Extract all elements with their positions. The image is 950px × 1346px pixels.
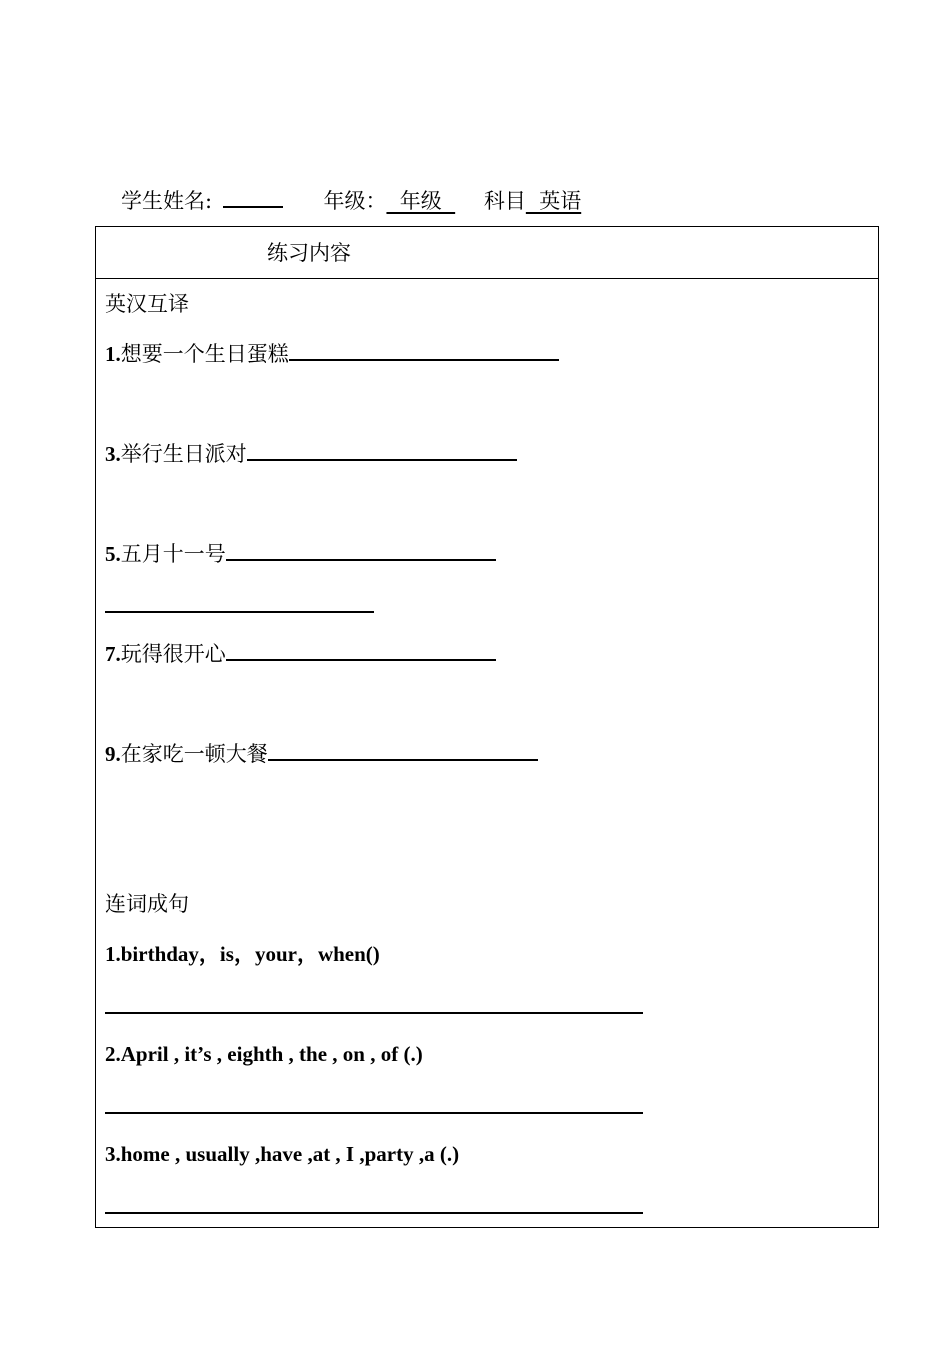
- student-name-field[interactable]: [223, 186, 283, 208]
- table-header-row: [96, 227, 878, 279]
- list-item: [105, 539, 496, 569]
- list-item: [105, 739, 538, 769]
- subject-label: 科目: [483, 189, 526, 213]
- grade-value[interactable]: 年级: [386, 189, 456, 213]
- subject-value[interactable]: 英语: [525, 189, 582, 213]
- answer-blank[interactable]: [289, 339, 559, 361]
- answer-blank[interactable]: [226, 639, 496, 661]
- section-title-translation: 英汉互译: [105, 292, 189, 316]
- student-info-header: [121, 186, 581, 216]
- item-number: 1.: [105, 342, 121, 366]
- item-text: 在家吃一顿大餐: [120, 742, 268, 766]
- item-number: 3.: [105, 442, 121, 466]
- item-text: 举行生日派对: [120, 442, 247, 466]
- table-title: 练习内容: [267, 241, 351, 265]
- sentence-item: 1.birthday，is，your，when(): [105, 942, 380, 966]
- list-item: [105, 639, 496, 669]
- item-number: 9.: [105, 742, 121, 766]
- item-number: 7.: [105, 642, 121, 666]
- student-name-label: 学生姓名:: [121, 189, 213, 213]
- item-text: 想要一个生日蛋糕: [120, 342, 289, 366]
- answer-line[interactable]: [105, 1212, 643, 1214]
- sentence-item: 3.home , usually ,have ,at , I ,party ,a (.): [105, 1142, 460, 1166]
- answer-blank[interactable]: [226, 539, 496, 561]
- item-text: 玩得很开心: [120, 642, 226, 666]
- sentence-item: 2.April , it’s , eighth , the , on , of (.): [105, 1042, 423, 1066]
- section-title-sentences: 连词成句: [105, 892, 189, 916]
- answer-blank[interactable]: [268, 739, 538, 761]
- answer-blank[interactable]: [247, 439, 517, 461]
- item-text: 五月十一号: [120, 542, 226, 566]
- item-number: 5.: [105, 542, 121, 566]
- grade-label: 年级：: [323, 189, 387, 213]
- answer-line[interactable]: [105, 1012, 643, 1014]
- answer-line[interactable]: [105, 1112, 643, 1114]
- exercise-table: [95, 226, 879, 1228]
- list-item: [105, 439, 517, 469]
- list-item: [105, 339, 559, 369]
- answer-blank-extra[interactable]: [105, 611, 374, 613]
